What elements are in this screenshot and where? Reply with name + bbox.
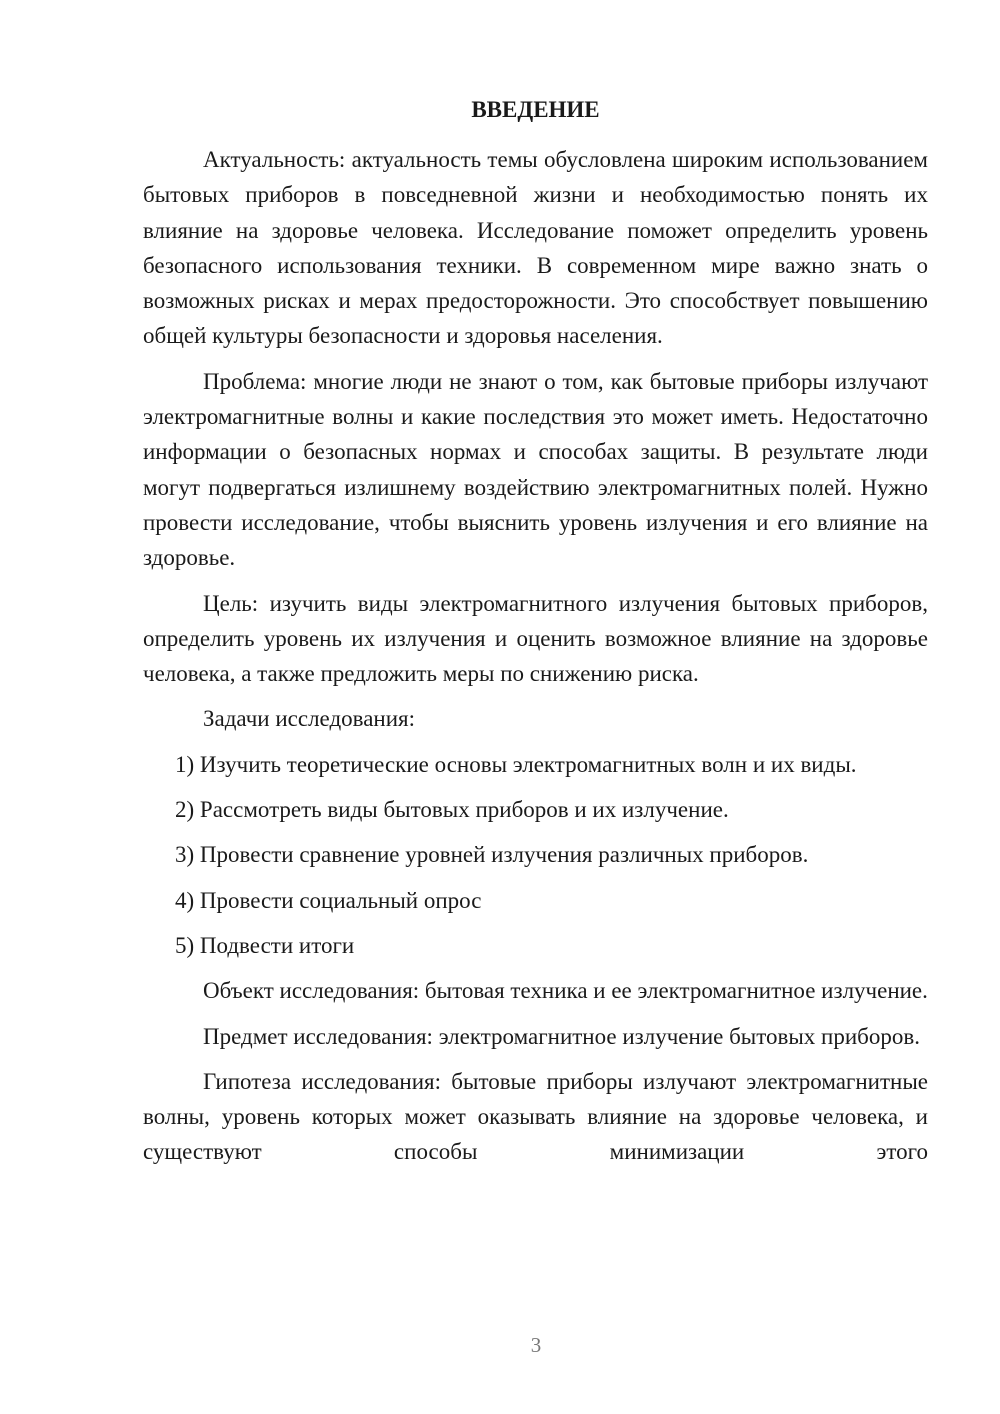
goal-paragraph: Цель: изучить виды электромагнитного излучения бытовых приборов, определить уровень их излучения и оценить возможное влияние на здоровье человека, а также предложить меры по снижению риска. (143, 590, 928, 687)
task-item: 3) Провести сравнение уровней излучения различных приборов. (175, 842, 809, 868)
tasks-list (143, 747, 928, 963)
task-item: 5) Подвести итоги (175, 932, 355, 958)
relevance-paragraph: Актуальность: актуальность темы обусловлена широким использованием бытовых приборов в повседневной жизни и необходимостью понять их влияние на здоровье человека. Исследование поможет определить уровень безопасного использования техники. В современном мире важно знать о возможных рисках и мерах предосторожности. Это способствует повышению общей культуры безопасности и здоровья населения. (143, 147, 928, 349)
tasks-title: Задачи исследования: (203, 706, 416, 732)
problem-paragraph: Проблема: многие люди не знают о том, как бытовые приборы излучают электромагнитные волны и какие последствия это может иметь. Недостаточно информации о безопасных нормах и способах защиты. В результате люди могут подвергаться излишнему воздействию электромагнитных полей. Нужно провести исследование, чтобы выяснить уровень излучения и его влияние на здоровье. (143, 368, 928, 571)
task-item: 4) Провести социальный опрос (175, 887, 482, 913)
body-text (143, 142, 928, 1170)
task-item: 1) Изучить теоретические основы электромагнитных волн и их виды. (175, 751, 857, 777)
page-title: ВВЕДЕНИЕ (471, 97, 600, 122)
page-number: 3 (530, 1333, 542, 1357)
object-paragraph: Объект исследования: бытовая техника и ее электромагнитное излучение. (203, 978, 928, 1004)
subject-paragraph: Предмет исследования: электромагнитное излучение бытовых приборов. (203, 1023, 920, 1049)
hypothesis-paragraph: Гипотеза исследования: бытовые приборы излучают электромагнитные волны, уровень которых может оказывать влияние на здоровье человека, и существуют способы минимизации этого (143, 1068, 928, 1165)
task-item: 2) Рассмотреть виды бытовых приборов и их излучение. (175, 797, 729, 823)
